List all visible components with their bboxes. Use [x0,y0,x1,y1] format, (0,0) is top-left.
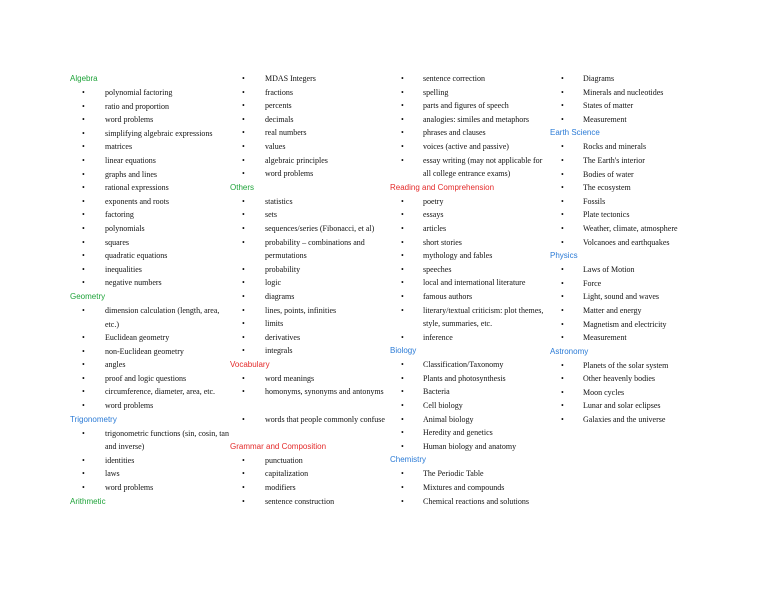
bullet: • [82,373,85,383]
bullet: • [242,483,245,493]
list-item: • inference [390,331,550,345]
list-item: • speeches [390,263,550,277]
bullet: • [82,360,85,370]
list-item: • trigonometric functions (sin, cosin, tan and inverse) [82,428,229,452]
bullet: • [561,169,564,179]
bullet: • [242,346,245,356]
list-item: • sentence construction [230,495,390,509]
bullet: • [82,333,85,343]
list-item: • spelling [390,86,550,100]
list-item: • The Periodic Table [390,467,550,481]
bullet: • [401,128,404,138]
bullet: • [401,87,404,97]
list-others [230,195,390,358]
list-item: • values [230,140,390,154]
bullet: • [401,251,404,261]
list-item: • Planets of the solar system [550,359,710,373]
bullet: • [401,483,404,493]
list-astronomy [550,359,710,427]
list-chemistry-continued [550,72,710,126]
list-item: • word problems [70,113,230,127]
list-item: • voices (active and passive) [390,140,550,154]
bullet: • [242,141,245,151]
bullet: • [242,128,245,138]
bullet: • [401,264,404,274]
heading-chemistry: Chemistry [390,455,427,465]
bullet: • [82,251,85,261]
list-item: • negative numbers [70,276,230,290]
list-trigonometry [70,427,230,495]
list-item: • Magnetism and electricity [550,318,710,332]
list-item: • articles [390,222,550,236]
list-item: • The ecosystem [550,181,710,195]
bullet: • [82,115,85,125]
bullet: • [242,278,245,288]
list-item: • proof and logic questions [70,372,230,386]
list-reading [390,195,550,345]
bullet: • [561,74,564,83]
list-earth-science [550,140,710,249]
bullet: • [401,428,404,438]
list-item: • Plate tectonics [550,208,710,222]
list-item: • analogies: similes and metaphors [390,113,550,127]
list-item: • poetry [390,195,550,209]
list-item: • lines, points, infinities [230,304,390,318]
list-item: • States of matter [550,99,710,113]
list-item: • Fossils [550,195,710,209]
bullet: • [401,196,404,206]
bullet: • [561,305,564,315]
list-item: • Lunar and solar eclipses [550,399,710,413]
bullet: • [82,128,85,138]
bullet: • [561,196,564,206]
bullet: • [561,265,564,275]
heading-biology: Biology [390,346,417,356]
list-item: • quadratic equations [70,249,230,263]
list-item: • simplifying algebraic expressions [70,127,230,141]
list-item: • Galaxies and the universe [550,413,710,427]
list-item: • factoring [70,208,230,222]
list-item: • essays [390,208,550,222]
bullet: • [242,319,245,329]
list-item: • word problems [70,399,230,413]
bullet: • [82,428,85,438]
bullet: • [242,114,245,124]
bullet: • [401,441,404,451]
list-item: • Light, sound and waves [550,290,710,304]
bullet: • [401,114,404,124]
bullet: • [82,101,85,111]
bullet: • [401,469,404,479]
list-item: • Heredity and genetics [390,426,550,440]
list-item: • angles [70,358,230,372]
bullet: • [401,210,404,220]
list-item: • Human biology and anatomy [390,440,550,454]
bullet: • [401,155,404,165]
bullet: • [242,387,245,397]
bullet: • [242,496,245,506]
bullet: • [82,278,85,288]
bullet: • [401,291,404,301]
list-algebra [70,86,230,290]
list-item: • dimension calculation (length, area, etc.) [82,305,220,329]
bullet: • [82,142,85,152]
bullet: • [401,278,404,288]
list-item: • capitalization [230,467,390,481]
list-item: • Bacteria [390,385,550,399]
list-chemistry [390,467,550,508]
list-item: • Cell biology [390,399,550,413]
bullet: • [401,141,404,151]
bullet: • [561,87,564,97]
bullet: • [242,264,245,274]
bullet: • [561,101,564,111]
bullet: • [82,305,85,315]
list-item: • homonyms, synonyms and antonyms [230,385,390,412]
list-item: • Measurement [550,113,710,127]
list-item: • Classification/Taxonomy [390,358,550,372]
list-item: • essay writing (may not applicable for all college entrance exams) [401,155,543,179]
list-item: • diagrams [230,290,390,304]
list-vocabulary [230,372,390,440]
list-item: • real numbers [230,126,390,140]
bullet: • [561,210,564,220]
column-1 [70,72,230,509]
bullet: • [82,401,85,411]
list-item: • Other heavenly bodies [550,372,710,386]
bullet: • [242,373,245,383]
list-item: • algebraic principles [230,154,390,168]
list-item: • inequalities [70,263,230,277]
list-item: • The Earth's interior [550,154,710,168]
list-item: • Matter and energy [550,304,710,318]
bullet: • [242,305,245,315]
heading-reading: Reading and Comprehension [390,182,495,192]
list-item: • polynomials [70,222,230,236]
list-item: • Measurement [550,331,710,345]
bullet: • [82,237,85,247]
heading-vocabulary: Vocabulary [230,359,270,369]
list-item: • circumference, diameter, area, etc. [70,385,230,399]
list-item: • Moon cycles [550,386,710,400]
bullet: • [401,332,404,342]
list-item: • short stories [390,236,550,250]
list-item: • linear equations [70,154,230,168]
list-item: • squares [70,236,230,250]
bullet: • [82,88,85,97]
list-arithmetic [230,72,390,181]
bullet: • [561,319,564,329]
bullet: • [82,483,85,493]
heading-others: Others [230,182,255,192]
list-item: • ratio and proportion [70,100,230,114]
bullet: • [82,264,85,274]
bullet: • [242,169,245,179]
list-item: • rational expressions [70,181,230,195]
bullet: • [561,415,564,425]
bullet: • [242,332,245,342]
list-item: • non-Euclidean geometry [70,345,230,359]
list-item: • word meanings [230,372,390,386]
list-item: • percents [230,99,390,113]
list-item: • Chemical reactions and solutions [390,495,550,509]
list-item: • Force [550,277,710,291]
column-2 [230,72,390,508]
bullet: • [82,196,85,206]
list-item: • Laws of Motion [550,263,710,277]
list-item: • exponents and roots [70,195,230,209]
list-item: • word problems [230,167,390,181]
list-item: • probability [230,263,390,277]
list-biology [390,358,550,453]
list-item: • limits [230,317,390,331]
list-item: • Volcanoes and earthquakes [550,236,710,250]
list-item: • punctuation [230,454,390,468]
heading-physics: Physics [550,251,578,261]
list-item: • graphs and lines [70,168,230,182]
list-item: • parts and figures of speech [390,99,550,113]
bullet: • [82,210,85,220]
bullet: • [401,74,404,83]
list-item: • word problems [70,481,230,495]
bullet: • [82,346,85,356]
bullet: • [561,292,564,302]
bullet: • [561,387,564,397]
bullet: • [82,169,85,179]
list-item: • local and international literature [390,276,550,290]
list-item: • sentence correction [390,72,550,86]
list-item: • Rocks and minerals [550,140,710,154]
list-item: • Mixtures and compounds [390,481,550,495]
column-4 [550,72,710,427]
bullet: • [401,305,404,315]
list-item: • modifiers [230,481,390,495]
bullet: • [561,374,564,384]
heading-grammar: Grammar and Composition [230,441,327,451]
bullet: • [561,155,564,165]
bullet: • [82,469,85,479]
list-item: • literary/textual criticism: plot themes, style, summaries, etc. [401,305,544,329]
list-item: • Bodies of water [550,168,710,182]
bullet: • [561,360,564,370]
bullet: • [401,387,404,397]
column-3 [390,72,550,508]
list-item: • famous authors [390,290,550,304]
bullet: • [401,237,404,247]
list-item: • phrases and clauses [390,126,550,140]
list-item: • sets [230,208,390,222]
bullet: • [242,87,245,97]
list-grammar [230,454,390,508]
heading-arithmetic: Arithmetic [70,496,106,506]
bullet: • [242,74,245,83]
bullet: • [401,496,404,506]
heading-algebra: Algebra [70,74,98,83]
list-item: • decimals [230,113,390,127]
bullet: • [561,401,564,411]
bullet: • [242,469,245,479]
bullet: • [242,210,245,220]
bullet: • [561,237,564,247]
bullet: • [242,414,245,424]
bullet: • [82,155,85,165]
list-geometry [70,304,230,413]
heading-trigonometry: Trigonometry [70,414,117,424]
bullet: • [242,237,245,247]
bullet: • [401,373,404,383]
list-item: • Animal biology [390,413,550,427]
bullet: • [82,183,85,193]
list-grammar-continued [390,72,550,181]
bullet: • [242,223,245,233]
bullet: • [242,196,245,206]
bullet: • [82,455,85,465]
heading-earth-science: Earth Science [550,128,600,138]
bullet: • [242,455,245,465]
list-physics [550,263,710,345]
list-item: • polynomial factoring [70,86,230,100]
list-item: • probability – combinations and permutations [242,237,365,261]
list-item: • fractions [230,86,390,100]
list-item: • Plants and photosynthesis [390,372,550,386]
bullet: • [401,360,404,370]
bullet: • [561,223,564,233]
list-item: • integrals [230,344,390,358]
list-item: • words that people commonly confuse [230,413,390,440]
list-item: • Euclidean geometry [70,331,230,345]
bullet: • [401,414,404,424]
bullet: • [82,387,85,397]
list-item: • sequences/series (Fibonacci, et al) [230,222,390,236]
heading-astronomy: Astronomy [550,346,589,356]
bullet: • [401,401,404,411]
bullet: • [561,278,564,288]
bullet: • [561,142,564,152]
bullet: • [242,291,245,301]
list-item: • laws [70,467,230,481]
list-item: • Weather, climate, atmosphere [550,222,710,236]
bullet: • [242,101,245,111]
bullet: • [401,101,404,111]
list-item: • derivatives [230,331,390,345]
list-item: • statistics [230,195,390,209]
bullet: • [561,114,564,124]
bullet: • [561,183,564,193]
list-item: • Diagrams [550,72,710,86]
list-item: • identities [70,454,230,468]
list-item: • mythology and fables [390,249,550,263]
list-item: • logic [230,276,390,290]
list-item: • MDAS Integers [230,72,390,86]
list-item: • Minerals and nucleotides [550,86,710,100]
heading-geometry: Geometry [70,291,106,301]
bullet: • [561,333,564,343]
bullet: • [82,223,85,233]
bullet: • [242,155,245,165]
bullet: • [401,223,404,233]
list-item: • matrices [70,140,230,154]
